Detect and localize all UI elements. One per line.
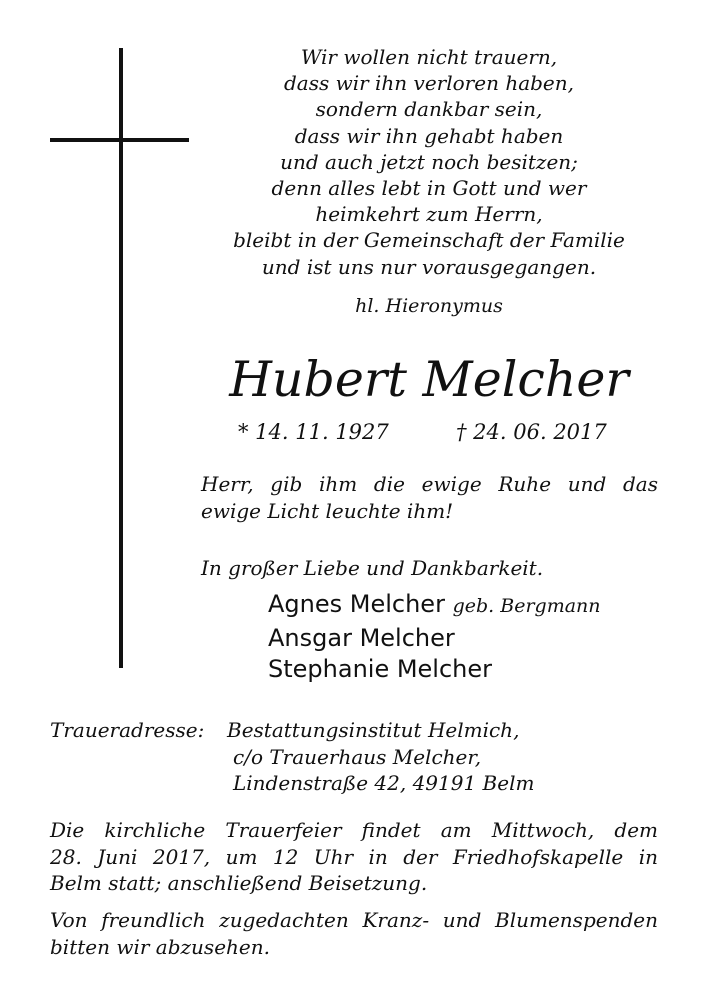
address-line: Lindenstraße 42, 49191 Belm xyxy=(233,771,535,795)
family-member-name: Stephanie Melcher xyxy=(268,655,493,683)
family-member xyxy=(268,589,601,623)
service-line: Belm statt; anschließend Beisetzung. xyxy=(50,871,428,895)
prayer-text xyxy=(201,471,658,524)
verse-line: denn alles lebt in Gott und wer xyxy=(271,176,587,201)
address-block xyxy=(227,717,535,797)
family-member-name: Ansgar Melcher xyxy=(268,623,455,652)
family-member xyxy=(268,654,601,686)
birth-date: * 14. 11. 1927 xyxy=(238,420,389,444)
prayer-line: ewige Licht leuchte ihm! xyxy=(201,498,454,523)
memorial-verse xyxy=(200,44,658,280)
flowers-notice xyxy=(50,907,658,960)
verse-line: sondern dankbar sein, xyxy=(315,97,543,122)
address-line: Bestattungsinstitut Helmich, xyxy=(227,718,520,742)
flowers-line: bitten wir abzusehen. xyxy=(50,934,270,959)
verse-line: dass wir ihn verloren haben, xyxy=(283,71,574,96)
verse-line: und auch jetzt noch besitzen; xyxy=(280,149,578,174)
service-line: Die kirchliche Trauerfeier findet am Mittwoch, dem xyxy=(50,818,658,842)
family-member xyxy=(268,623,601,655)
closing-phrase: In großer Liebe und Dankbarkeit. xyxy=(201,556,544,580)
flowers-line: Von freundlich zugedachten Kranz- und Blumenspenden xyxy=(50,908,658,932)
family-list xyxy=(268,589,601,686)
address-label: Traueradresse: xyxy=(50,718,205,742)
verse-line: heimkehrt zum Herrn, xyxy=(315,202,543,227)
death-date: † 24. 06. 2017 xyxy=(456,420,607,444)
family-member-name: Agnes Melcher xyxy=(268,590,445,618)
address-line: c/o Trauerhaus Melcher, xyxy=(233,744,482,769)
prayer-line: Herr, gib ihm die ewige Ruhe und das xyxy=(201,472,658,496)
verse-line: und ist uns nur vorausgegangen. xyxy=(261,254,597,279)
family-member-suffix: geb. Bergmann xyxy=(452,595,601,617)
verse-line: dass wir ihn gehabt haben xyxy=(294,123,564,148)
verse-line: bleibt in der Gemeinschaft der Familie xyxy=(233,228,625,253)
cross-icon-horizontal-bar xyxy=(50,138,189,142)
verse-author: hl. Hieronymus xyxy=(355,295,503,317)
service-line: 28. Juni 2017, um 12 Uhr in der Friedhofskapelle in xyxy=(50,844,658,869)
verse-line: Wir wollen nicht trauern, xyxy=(300,45,558,69)
service-notice xyxy=(50,817,658,897)
deceased-name: Hubert Melcher xyxy=(229,351,629,408)
